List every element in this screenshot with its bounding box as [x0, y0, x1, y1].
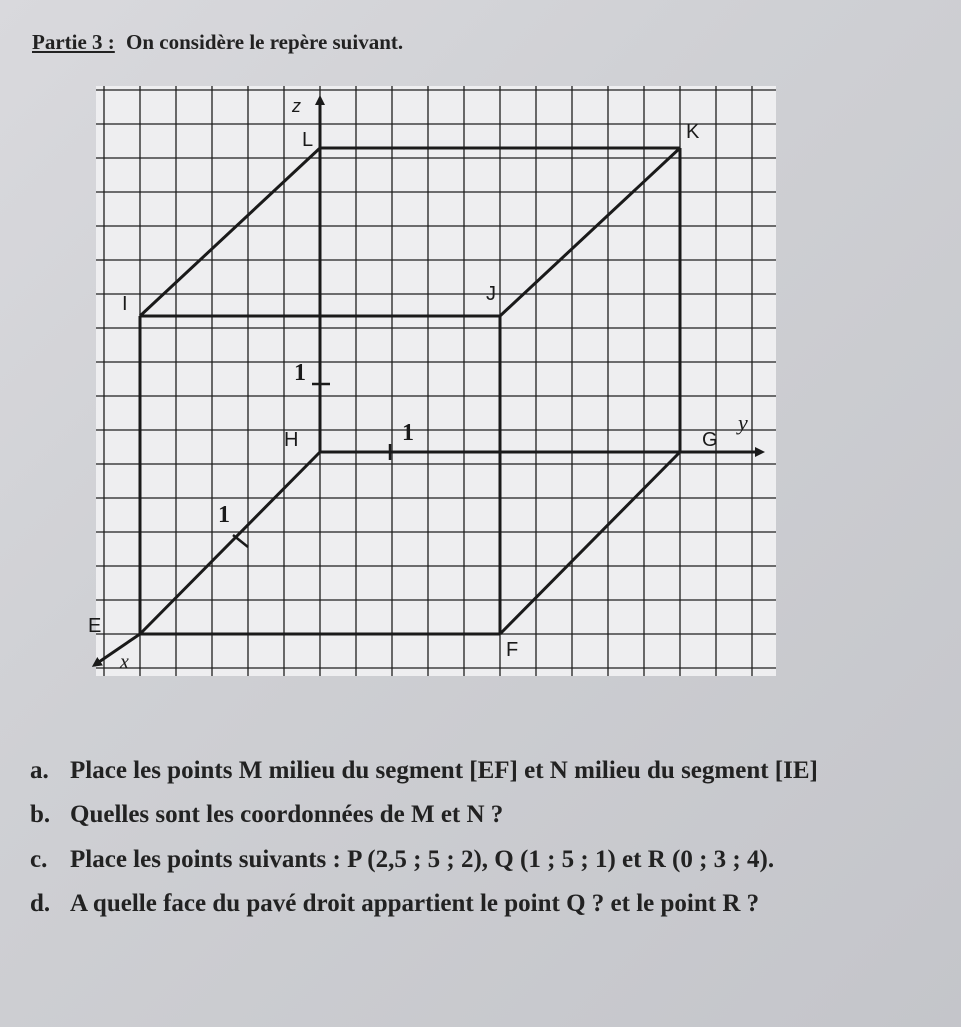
- question-d: [30, 890, 759, 918]
- point-label-F: F: [506, 639, 519, 661]
- axis-label-y: y: [738, 410, 748, 435]
- question-text: Quelles sont les coordonnées de M et N ?: [70, 801, 504, 828]
- question-b: [30, 801, 503, 829]
- question-a: [30, 757, 818, 785]
- question-c: [30, 846, 774, 874]
- question-text: A quelle face du pavé droit appartient le point Q ? et le point R ?: [70, 890, 760, 917]
- axis-label-z: z: [292, 96, 301, 116]
- question-text: Place les points M milieu du segment [EF] et N milieu du segment [IE]: [70, 757, 818, 784]
- question-text: Place les points suivants : P (2,5 ; 5 ; 2), Q (1 ; 5 ; 1) et R (0 ; 3 ; 4).: [70, 846, 775, 873]
- grid-paper: [96, 86, 776, 676]
- point-label-I: I: [122, 293, 128, 315]
- unit-label-z: 1: [294, 360, 306, 386]
- question-tag: c.: [30, 846, 48, 873]
- point-label-J: J: [486, 283, 496, 305]
- intro-text: On considère le repère suivant.: [126, 30, 404, 54]
- point-label-L: L: [302, 129, 314, 151]
- unit-label-y: 1: [402, 420, 414, 446]
- question-tag: a.: [30, 757, 49, 784]
- point-label-G: G: [702, 429, 718, 451]
- question-tag: d.: [30, 890, 51, 917]
- point-label-K: K: [686, 121, 700, 143]
- point-label-E: E: [88, 615, 102, 637]
- question-tag: b.: [30, 801, 51, 828]
- unit-label-x: 1: [218, 502, 230, 528]
- axis-label-x: x: [120, 651, 129, 673]
- point-label-H: H: [284, 429, 299, 451]
- part-label: Partie 3 :: [32, 30, 115, 54]
